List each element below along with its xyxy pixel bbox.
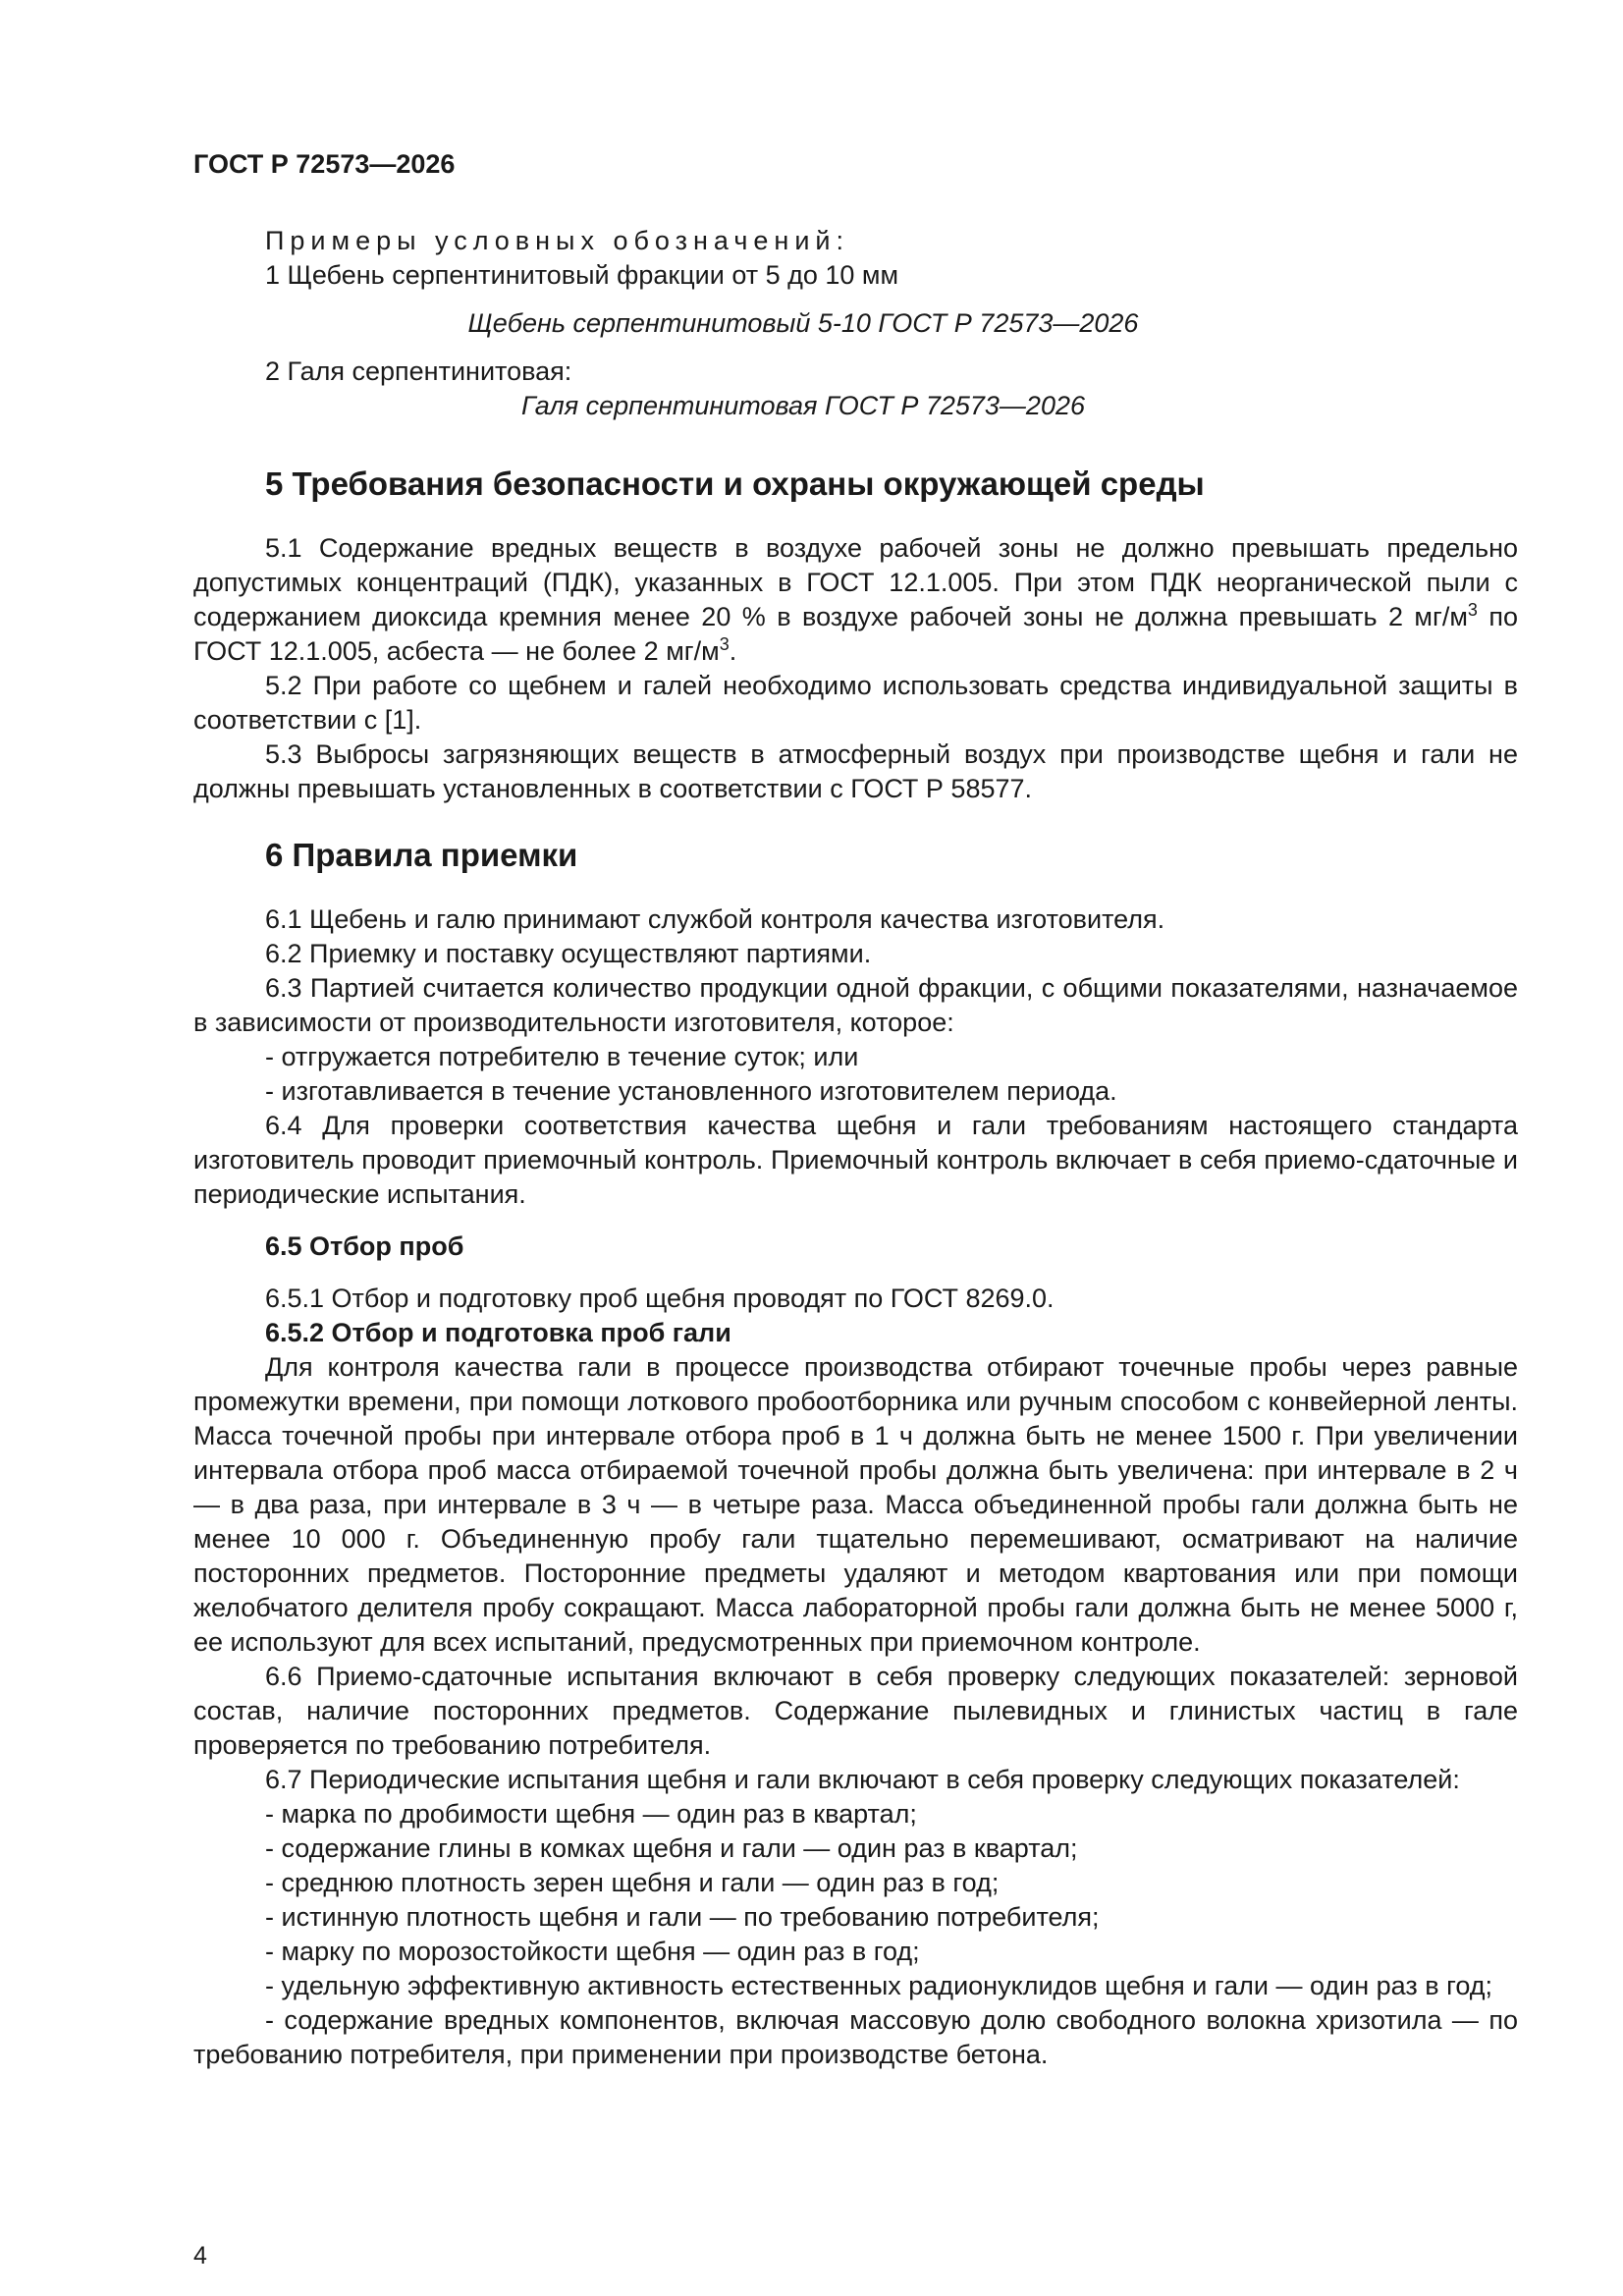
paragraph-6-4: 6.4 Для проверки соответствия качества щебня и гали требованиям настоящего стандарта изготовитель проводит приемочный контроль. Приемочный контроль включает в себя приемо-сдаточные и периодические испытания. xyxy=(193,1111,1518,1209)
list-item: - среднюю плотность зерен щебня и гали — один раз в год; xyxy=(265,1868,1000,1897)
paragraph-6-2: 6.2 Приемку и поставку осуществляют партиями. xyxy=(265,939,872,968)
paragraph-5-1-text-b: по ГОСТ 12.1.005, асбеста — не более 2 мг/м xyxy=(193,602,1519,666)
paragraph-5-1 xyxy=(193,531,1518,669)
document-header: ГОСТ Р 72573—2026 xyxy=(193,149,456,179)
example-1-text: 1 Щебень серпентинитовый фракции от 5 до 10 мм xyxy=(265,260,899,290)
example-2-formula: Галя серпентинитовая ГОСТ Р 72573—2026 xyxy=(521,391,1085,420)
section-5 xyxy=(193,465,1518,806)
list-item: - марка по дробимости щебня — один раз в квартал; xyxy=(265,1799,917,1829)
paragraph-6-5-1: 6.5.1 Отбор и подготовку проб щебня проводят по ГОСТ 8269.0. xyxy=(265,1284,1055,1313)
paragraph-6-3: 6.3 Партией считается количество продукции одной фракции, с общими показателями, назначаемое в зависимости от производительности изготовителя, которое: xyxy=(193,973,1518,1037)
subsection-6-5-2-title: 6.5.2 Отбор и подготовка проб гали xyxy=(265,1318,731,1347)
list-item: - марку по морозостойкости щебня — один раз в год; xyxy=(265,1937,920,1966)
examples-title: Примеры условных обозначений: xyxy=(265,226,850,255)
paragraph-6-1: 6.1 Щебень и галю принимают службой контроля качества изготовителя. xyxy=(265,904,1165,934)
example-1-formula: Щебень серпентинитовый 5-10 ГОСТ Р 72573—2026 xyxy=(467,308,1139,338)
paragraph-6-5-2: Для контроля качества гали в процессе производства отбирают точечные пробы через равные промежутки времени, при помощи лоткового пробоотборника или ручным способом с конвейерной ленты. Масса точечной пробы при интервале отбора проб в 1 ч должна быть не менее 1500 г. При увеличении интервала отбора проб масса отбираемой точечной пробы должна быть увеличена: при интервале в 2 ч — в два раза, при интервале в 3 ч — в четыре раза. Масса объединенной пробы гали должна быть не менее 10 000 г. Объединенную пробу гали тщательно перемешивают, осматривают на наличие посторонних предметов. Посторонние предметы удаляют и методом квартования или при помощи желобчатого делителя пробу сокращают. Масса лабораторной пробы гали должна быть не менее 5000 г, ее используют для всех испытаний, предусмотренных при приемочном контроле. xyxy=(193,1352,1518,1657)
section-6-title: 6 Правила приемки xyxy=(265,837,578,873)
paragraph-5-1-text-a: 5.1 Содержание вредных веществ в воздухе рабочей зоны не должно превышать предельно допустимых концентраций (ПДК), указанных в ГОСТ 12.1.005. При этом ПДК неорганической пыли с содержанием диоксида кремния менее 20 % в воздухе рабочей зоны не должна превышать 2 мг/м xyxy=(193,533,1518,631)
subsection-6-5-title: 6.5 Отбор проб xyxy=(265,1231,464,1261)
page-number: 4 xyxy=(193,2242,207,2269)
paragraph-5-1-sup-2: 3 xyxy=(719,634,730,654)
paragraph-5-2: 5.2 При работе со щебнем и галей необходимо использовать средства индивидуальной защиты в соответствии с [1]. xyxy=(193,671,1518,735)
paragraph-5-1-sup-1: 3 xyxy=(1467,600,1478,620)
list-item: - содержание вредных компонентов, включая массовую долю свободного волокна хризотила — по требованию потребителя, при применении при производстве бетона. xyxy=(193,2005,1518,2069)
paragraph-6-7: 6.7 Периодические испытания щебня и гали включают в себя проверку следующих показателей: xyxy=(265,1765,1460,1794)
paragraph-6-6: 6.6 Приемо-сдаточные испытания включают в себя проверку следующих показателей: зерновой состав, наличие посторонних предметов. Содержание пылевидных и глинистых частиц в гале проверяется по требованию потребителя. xyxy=(193,1662,1518,1760)
list-item: - содержание глины в комках щебня и гали — один раз в квартал; xyxy=(265,1833,1078,1863)
list-item: - истинную плотность щебня и гали — по требованию потребителя; xyxy=(265,1902,1100,1932)
list-item: - отгружается потребителю в течение суток; или xyxy=(265,1042,859,1071)
list-item: - изготавливается в течение установленного изготовителем периода. xyxy=(265,1076,1117,1106)
section-6 xyxy=(193,836,1518,2072)
paragraph-5-3: 5.3 Выбросы загрязняющих веществ в атмосферный воздух при производстве щебня и гали не должны превышать установленных в соответствии с ГОСТ Р 58577. xyxy=(193,739,1518,803)
list-item: - удельную эффективную активность естественных радионуклидов щебня и гали — один раз в год; xyxy=(265,1971,1493,2000)
paragraph-5-1-text-c: . xyxy=(729,636,737,666)
example-2-text: 2 Галя серпентинитовая: xyxy=(265,356,572,386)
designation-examples xyxy=(265,224,1518,423)
section-5-title: 5 Требования безопасности и охраны окружающей среды xyxy=(265,465,1205,502)
